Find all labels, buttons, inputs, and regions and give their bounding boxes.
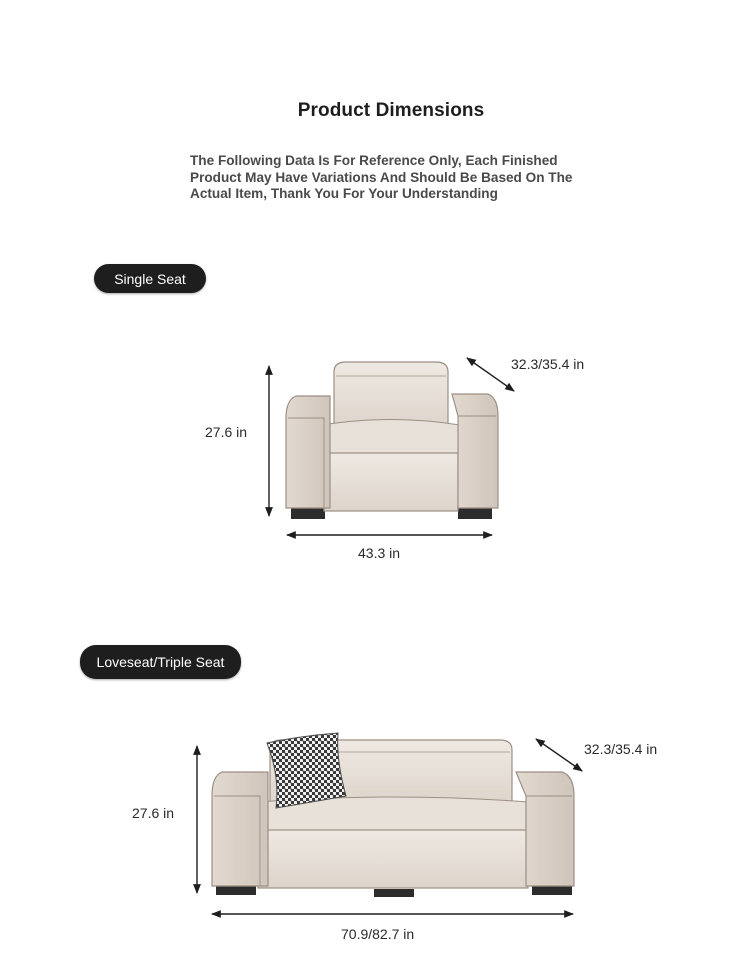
loveseat-illustration xyxy=(212,733,574,897)
throw-pillow xyxy=(267,733,346,808)
reference-note: The Following Data Is For Reference Only, Each Finished Product May Have Variations And Should Be Based On The Actual Item, Thank You For Your Understanding xyxy=(190,153,573,201)
single-seat-badge: Single Seat xyxy=(94,264,206,293)
single-height-label: 27.6 in xyxy=(205,424,248,440)
loveseat-badge: Loveseat/Triple Seat xyxy=(80,645,241,679)
page-title: Product Dimensions xyxy=(297,100,485,121)
single-depth-label: 32.3/35.4 in xyxy=(511,356,585,372)
loveseat-height-label: 27.6 in xyxy=(132,805,175,821)
loveseat-depth-arrow xyxy=(536,739,582,771)
single-seat-chair-illustration xyxy=(286,362,498,519)
single-width-label: 43.3 in xyxy=(358,545,401,561)
single-depth-arrow xyxy=(467,358,514,391)
loveseat-depth-label: 32.3/35.4 in xyxy=(584,741,658,757)
loveseat-width-label: 70.9/82.7 in xyxy=(341,926,415,942)
